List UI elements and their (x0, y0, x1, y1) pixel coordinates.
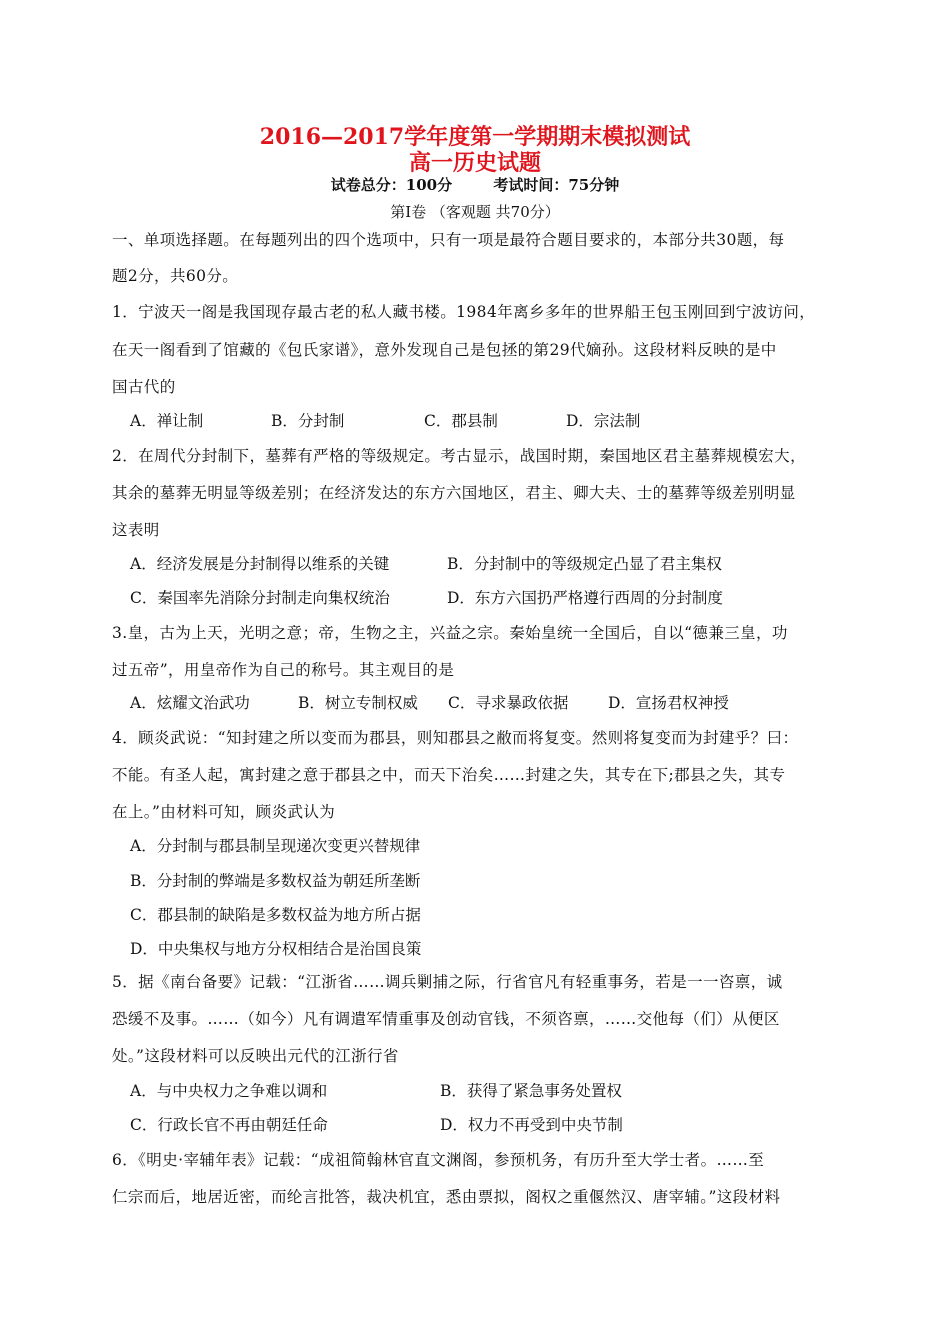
option-b: B．树立专制权威 (298, 694, 418, 712)
total-score: 试卷总分：100分 (330, 176, 453, 194)
section-heading: 第Ⅰ卷 （客观题 共70分） (390, 203, 560, 221)
option-a: A．炫耀文治武功 (130, 694, 250, 712)
option-a: A．经济发展是分封制得以维系的关键 (130, 555, 390, 573)
question-stem-line: 6．《明史·宰辅年表》记载：“成祖简翰林官直文渊阁，参预机务，有历升至大学士者。……至 (112, 1151, 765, 1169)
option-a: A．禅让制 (130, 412, 204, 430)
option-d: D．中央集权与地方分权相结合是治国良策 (130, 940, 422, 958)
question-stem-line: 4．顾炎武说：“知封建之所以变而为郡县，则知郡县之敝而将复变。然则将复变而为封建乎？曰： (112, 729, 799, 747)
option-c: C．郡县制 (424, 412, 498, 430)
option-d: D．权力不再受到中央节制 (440, 1116, 623, 1134)
question-stem-line: 恐缓不及事。……（如今）凡有调遣军情重事及创动官钱，不须咨禀，……交他每（们）从便区 (112, 1010, 780, 1028)
option-c: C．秦国率先消除分封制走向集权统治 (130, 589, 390, 607)
option-c: C．郡县制的缺陷是多数权益为地方所占据 (130, 906, 421, 924)
question-stem-line: 其余的墓葬无明显等级差别；在经济发达的东方六国地区，君主、卿大夫、士的墓葬等级差别明显 (112, 484, 796, 502)
option-b: B．分封制中的等级规定凸显了君主集权 (447, 555, 722, 573)
question-stem-line: 这表明 (112, 521, 160, 539)
question-stem-line: 5．据《南台备要》记载：“江浙省……调兵剿捕之际，行省官凡有轻重事务，若是一一咨禀，诚 (112, 973, 783, 991)
option-a: A．与中央权力之争难以调和 (130, 1082, 328, 1100)
option-b: B．分封制 (271, 412, 345, 430)
question-stem-line: 2．在周代分封制下，墓葬有严格的等级规定。考古显示，战国时期，秦国地区君主墓葬规模宏大， (112, 447, 806, 465)
question-stem-line: 不能。有圣人起，寓封建之意于郡县之中，而天下治矣……封建之失，其专在下;郡县之失，其专 (112, 766, 786, 784)
question-stem-line: 在天一阁看到了馆藏的《包氏家谱》，意外发现自己是包拯的第29代嫡孙。这段材料反映的是中 (112, 341, 777, 359)
question-stem-line: 在上。”由材料可知，顾炎武认为 (112, 803, 336, 821)
question-stem-line: 仁宗而后，地居近密，而纶言批答，裁决机宜，悉由票拟，阁权之重偃然汉、唐宰辅。”这段材料 (112, 1188, 781, 1206)
instruction-line: 一、单项选择题。在每题列出的四个选项中，只有一项是最符合题目要求的，本部分共30题，每 (112, 231, 785, 249)
exam-time: 考试时间：75分钟 (493, 176, 620, 194)
option-b: B．获得了紧急事务处置权 (440, 1082, 622, 1100)
option-d: D．宣扬君权神授 (608, 694, 729, 712)
exam-title: 2016—2017学年度第一学期期末模拟测试 (259, 124, 691, 150)
option-c: C．行政长官不再由朝廷任命 (130, 1116, 328, 1134)
question-stem-line: 3.皇，古为上天，光明之意；帝，生物之主，兴益之宗。秦始皇统一全国后，自以“德兼三皇，功 (112, 624, 788, 642)
option-d: D．东方六国扔严格遵行西周的分封制度 (447, 589, 723, 607)
question-stem-line: 过五帝”，用皇帝作为自己的称号。其主观目的是 (112, 661, 455, 679)
exam-meta (0, 174, 950, 195)
question-stem-line: 处。”这段材料可以反映出元代的江浙行省 (112, 1047, 399, 1065)
option-c: C．寻求暴政依据 (448, 694, 569, 712)
option-b: B．分封制的弊端是多数权益为朝廷所垄断 (130, 872, 421, 890)
exam-subtitle: 高一历史试题 (408, 150, 541, 176)
question-stem-line: 1．宁波天一阁是我国现存最古老的私人藏书楼。1984年离乡多年的世界船王包玉刚回到宁波访问， (112, 303, 816, 321)
option-d: D．宗法制 (566, 412, 641, 430)
instruction-line: 题2分，共60分。 (112, 267, 239, 285)
question-stem-line: 国古代的 (112, 378, 176, 396)
option-a: A．分封制与郡县制呈现递次变更兴替规律 (130, 837, 421, 855)
